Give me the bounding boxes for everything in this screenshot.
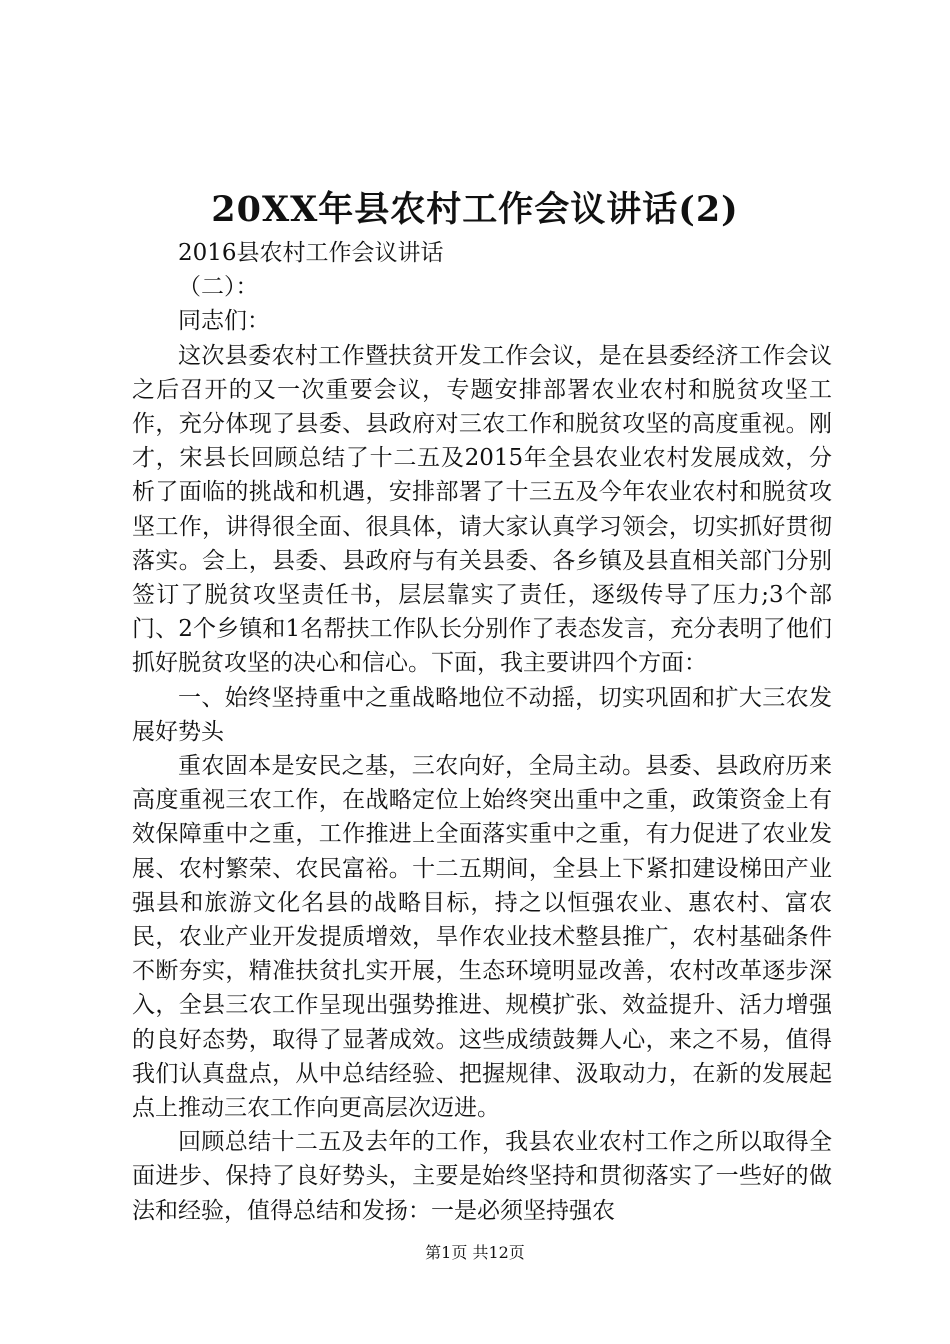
section-heading-1: 一、始终坚持重中之重战略地位不动摇，切实巩固和扩大三农发展好势头 xyxy=(132,684,832,745)
paragraph-section-1: 重农固本是安民之基，三农向好，全局主动。县委、县政府历来高度重视三农工作，在战略定位上始终突出重中之重，政策资金上有效保障重中之重，工作推进上全面落实重中之重，有力促进了农业发展、农村繁荣、农民富裕。十二五期间，全县上下紧扣建设梯田产业强县和旅游文化名县的战略目标，持之以恒强农业、惠农村、富农民，农业产业开发提质增效，旱作农业技术整县推广，农村基础条件不断夯实，精准扶贫扎实开展，生态环境明显改善，农村改革逐步深入，全县三农工作呈现出强势推进、规模扩张、效益提升、活力增强的良好态势，取得了显著成效。这些成绩鼓舞人心，来之不易，值得我们认真盘点，从中总结经验、把握规律、汲取动力，在新的发展起点上推动三农工作向更高层次迈进。 xyxy=(132,753,832,1122)
paragraph-intro: 这次县委农村工作暨扶贫开发工作会议，是在县委经济工作会议之后召开的又一次重要会议，专题安排部署农业农村和脱贫攻坚工作，充分体现了县委、县政府对三农工作和脱贫攻坚的高度重视。刚才，宋县长回顾总结了十二五及2015年全县农业农村发展成效，分析了面临的挑战和机遇，安排部署了十三五及今年农业农村和脱贫攻坚工作，讲得很全面、很具体，请大家认真学习领会，切实抓好贯彻落实。会上，县委、县政府与有关县委、各乡镇及县直相关部门分别签订了脱贫攻坚责任书，层层靠实了责任，逐级传导了压力;3个部门、2个乡镇和1名帮扶工作队长分别作了表态发言，充分表明了他们抓好脱贫攻坚的决心和信心。下面，我主要讲四个方面： xyxy=(132,342,832,677)
document-body xyxy=(132,236,832,1228)
paragraph-part-number: （二）： xyxy=(178,274,259,301)
document-title: 20XX年县农村工作会议讲话(2) xyxy=(211,189,739,230)
paragraph-salutation: 同志们： xyxy=(178,308,270,335)
paragraph-review: 回顾总结十二五及去年的工作，我县农业农村工作之所以取得全面进步、保持了良好势头，主要是始终坚持和贯彻落实了一些好的做法和经验，值得总结和发扬：一是必须坚持强农 xyxy=(132,1129,832,1224)
page-footer: 第1页 共12页 xyxy=(425,1243,525,1262)
paragraph-subtitle: 2016县农村工作会议讲话 xyxy=(178,240,444,266)
